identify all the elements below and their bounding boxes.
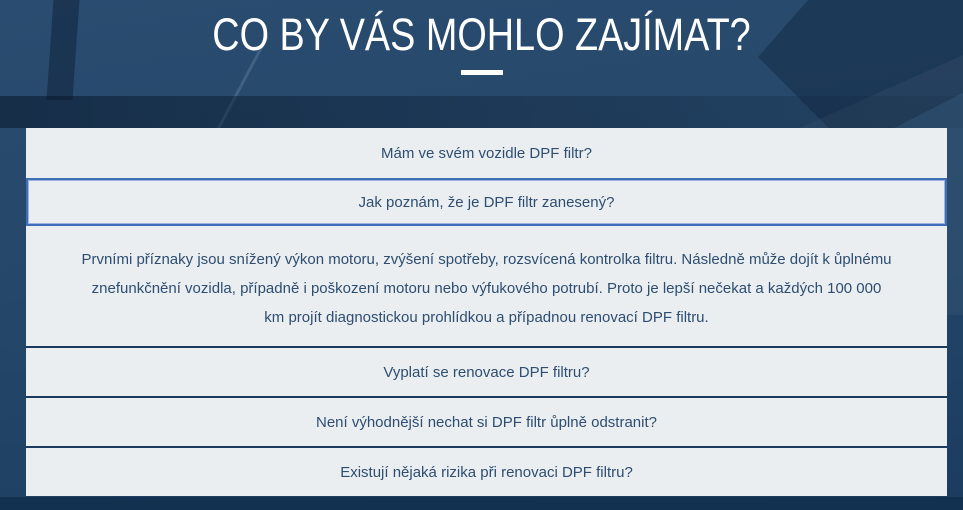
faq-question-5[interactable]	[26, 446, 947, 496]
section-header	[0, 8, 963, 75]
faq-question-label: Jak poznám, že je DPF filtr zanesený?	[358, 193, 615, 211]
section-title: CO BY VÁS MOHLO ZAJÍMAT?	[212, 9, 751, 60]
faq-question-1[interactable]	[26, 128, 947, 178]
faq-answer-panel: Prvními příznaky jsou snížený výkon motoru, zvýšení spotřeby, rozsvícená kontrolka filtru. Následně může dojít k ůplnému znefunkčnění vozidla, případně i poškození motoru nebo výfukového potrubí. Proto je lepší nečekat a každých 100 000 km projít diagnostickou prohlídkou a případnou renovací DPF filtru.	[26, 226, 947, 346]
faq-question-label: Mám ve svém vozidle DPF filtr?	[381, 144, 592, 162]
faq-question-label: Vyplatí se renovace DPF filtru?	[383, 363, 590, 381]
title-underline-decoration	[461, 70, 503, 75]
faq-accordion	[26, 128, 947, 496]
faq-question-2-active[interactable]	[26, 178, 947, 226]
background-bottom-strip	[0, 497, 963, 510]
background-photo-shape	[0, 96, 963, 128]
faq-question-label: Není výhodnější nechat si DPF filtr ůplně odstranit?	[315, 413, 657, 431]
faq-question-3[interactable]	[26, 346, 947, 396]
faq-question-label: Existují nějaká rizika při renovaci DPF filtru?	[340, 463, 633, 481]
faq-question-4[interactable]	[26, 396, 947, 446]
